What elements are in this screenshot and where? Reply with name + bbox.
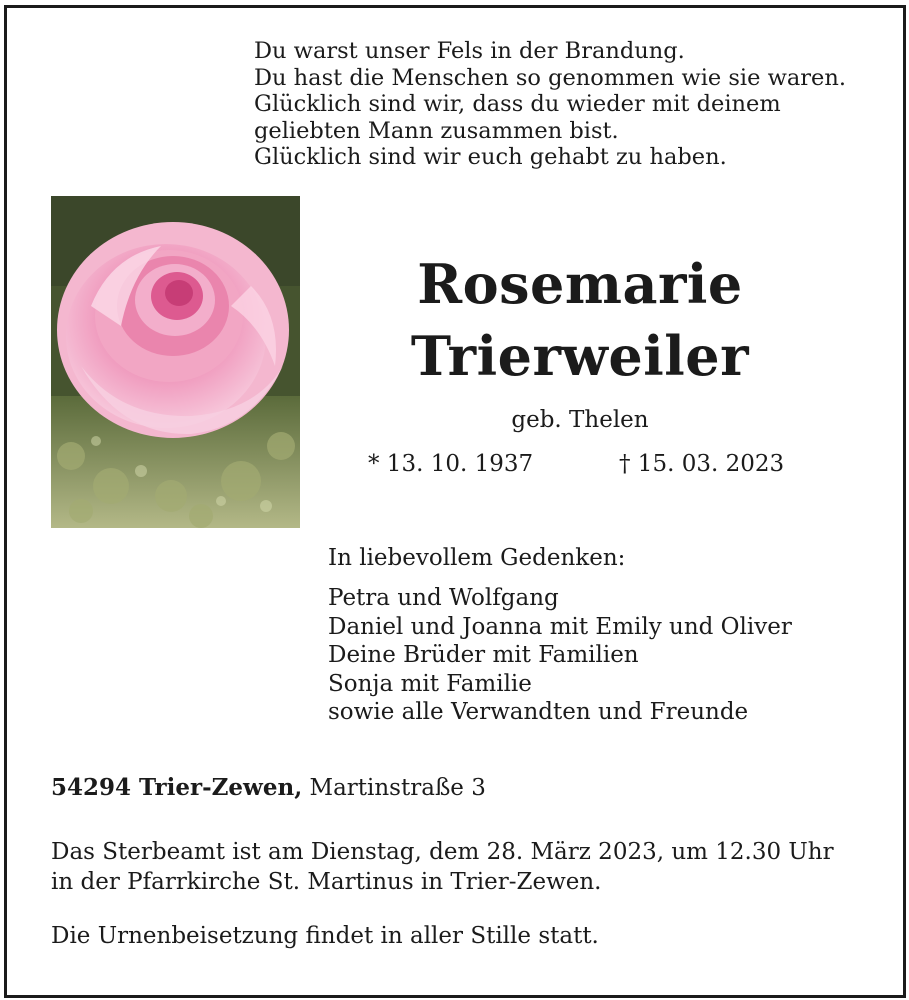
mourner-line: Deine Brüder mit Familien [328,642,639,668]
mourner-line: Petra und Wolfgang [328,585,559,611]
mourner-line: Sonja mit Familie [328,670,532,697]
poem [254,38,846,171]
poem-line: geliebten Mann zusammen bist. [254,117,619,144]
service-line: Das Sterbeamt ist am Dienstag, dem 28. März 2023, um 12.30 Uhr [51,839,834,865]
mourners-list [328,584,792,727]
deceased-last-name: Trierweiler [410,324,750,388]
memory-heading: In liebevollem Gedenken: [328,545,626,571]
pink-rose-icon [51,196,300,528]
deceased-first-name: Rosemarie [417,252,743,316]
birth-date: * 13. 10. 1937 [368,451,534,477]
service-line: in der Pfarrkirche St. Martinus in Trier-Zewen. [51,869,602,895]
burial-info: Die Urnenbeisetzung findet in aller Stille statt. [51,923,599,949]
address [51,773,486,803]
birth-name: geb. Thelen [511,407,649,433]
address-street: Martinstraße 3 [309,775,486,801]
rose-photo [51,196,300,528]
mourner-line: Daniel und Joanna mit Emily und Oliver [328,613,792,640]
poem-line: Glücklich sind wir, dass du wieder mit deinem [254,91,781,117]
mourner-line: sowie alle Verwandten und Freunde [328,699,749,725]
service-info [51,837,834,897]
death-date: † 15. 03. 2023 [619,451,785,477]
poem-line: Du warst unser Fels in der Brandung. [254,38,685,64]
address-city: 54294 Trier-Zewen, [51,774,303,801]
poem-line: Du hast die Menschen so genommen wie sie waren. [254,64,846,91]
poem-line: Glücklich sind wir euch gehabt zu haben. [254,144,727,170]
